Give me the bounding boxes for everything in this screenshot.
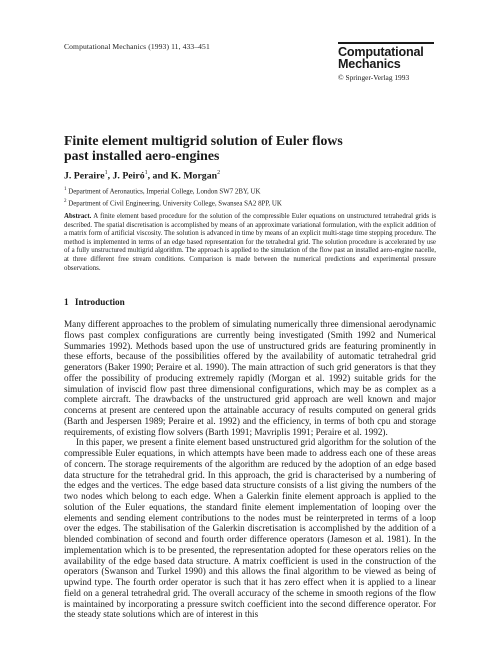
author-separator: , and xyxy=(147,170,171,182)
affiliation-mark: 2 xyxy=(217,170,221,176)
section-title: Introduction xyxy=(74,297,125,307)
author-name: K. Morgan xyxy=(170,170,218,182)
author-name: J. Peiró xyxy=(112,170,145,182)
affiliation-text: Department of Aeronautics, Imperial College, London SW7 2BY, UK xyxy=(68,188,261,196)
affiliation xyxy=(64,197,282,209)
paragraph: In this paper, we present a finite element based unstructured grid algorithm for the solution of the compressible Euler equations, in which attempts have been made to address each one of these areas of concern. The storage requirements of the algorithm are reduced by the adoption of an edge based data structure for the tetrahedral grid. In this approach, the grid is characterised by a numbering of the edges and the vertices. The edge based data structure consists of a list giving the numbers of the two nodes which belong to each edge. When a Galerkin finite element approach is applied to the solution of the Euler equations, the standard finite element implementation of looping over the elements and sending element contributions to the nodes must be reinterpreted in terms of a loop over the edges. The stabilisation of the Galerkin discretisation is accomplished by the addition of a blended combination of second and fourth order difference operators (Jameson et al. 1981). In the implementation which is to be presented, the representation adopted for these operators relies on the availability of the edge based data structure. A matrix coefficient is used in the construction of the operators (Swanson and Turkel 1990) and this allows the final algorithm to be viewed as being of upwind type. The fourth order operator is such that it has zero effect when it is applied to a linear field on a general tetrahedral grid. The overall accuracy of the scheme in smooth regions of the flow is maintained by incorporating a pressure switch coefficient into the second difference operator. For the steady state solutions which are of interest in this xyxy=(64,437,436,620)
journal-citation: Computational Mechanics (1993) 11, 433–451 xyxy=(64,42,210,51)
abstract-label: Abstract. xyxy=(64,213,92,220)
affiliation xyxy=(64,185,282,197)
abstract xyxy=(64,213,436,273)
author-separator: , xyxy=(107,170,113,182)
affiliation-mark: 1 xyxy=(144,170,148,176)
affiliation-mark: 1 xyxy=(64,187,67,192)
author-name: J. Peraire xyxy=(64,170,105,182)
publisher-copyright: © Springer-Verlag 1993 xyxy=(338,72,410,82)
affiliations xyxy=(64,185,282,208)
author-list xyxy=(64,170,220,181)
affiliation-text: Department of Civil Engineering, University College, Swansea SA2 8PP, UK xyxy=(68,199,282,207)
brand-name-line1: Computational xyxy=(338,44,424,59)
body-text xyxy=(64,319,436,620)
page-header xyxy=(64,42,434,82)
section-heading xyxy=(64,297,125,307)
journal-brand xyxy=(338,42,434,82)
affiliation-mark: 1 xyxy=(104,170,108,176)
section-number: 1 xyxy=(64,297,69,307)
brand-name-line2: Mechanics xyxy=(338,57,401,72)
paragraph: Many different approaches to the problem of simulating numerically three dimensional aerodynamic flows past complex configurations are currently being investigated (Smith 1992 and Numerical Summaries 1992). Methods based upon the use of unstructured grids are featuring prominently in these efforts, because of the possibilities offered by the availability of automatic tetrahedral grid generators (Baker 1990; Peraire et al. 1990). The main attraction of such grid generators is that they offer the possibility of producing extremely rapidly (Morgan et al. 1992) suitable grids for the simulation of inviscid flow past three dimensional configurations, which may be as complex as a complete aircraft. The drawbacks of the unstructured grid approach are well known and major concerns at present are centered upon the attainable accuracy of results computed on general grids (Barth and Jespersen 1989; Peraire et al. 1992) and the efficiency, in terms of both cpu and storage requirements, of existing flow solvers (Barth 1991; Mavriplis 1991; Peraire et al. 1992). xyxy=(64,319,436,437)
paper-title: Finite element multigrid solution of Euler flows past installed aero-engines xyxy=(64,133,343,164)
affiliation-mark: 2 xyxy=(64,198,67,204)
abstract-text: A finite element based procedure for the solution of the compressible Euler equations on unstructured tetrahedral grids is described. The spatial discretisation is accomplished by means of an approximate variational formulation, with the explicit addition of a matrix form of artificial viscosity. The solution is advanced in time by means of an explicit multi-stage time stepping procedure. The method is implemented in terms of an edge based representation for the tetrahedral grid. The solution procedure is accelerated by use of a fully unstructured multigrid algorithm. The approach is applied to the simulation of the flow past an installed aero-engine nacelle, at three different free stream conditions. Comparison is made between the numerical predictions and experimental pressure observations. xyxy=(64,213,436,272)
brand-rule xyxy=(338,42,434,44)
